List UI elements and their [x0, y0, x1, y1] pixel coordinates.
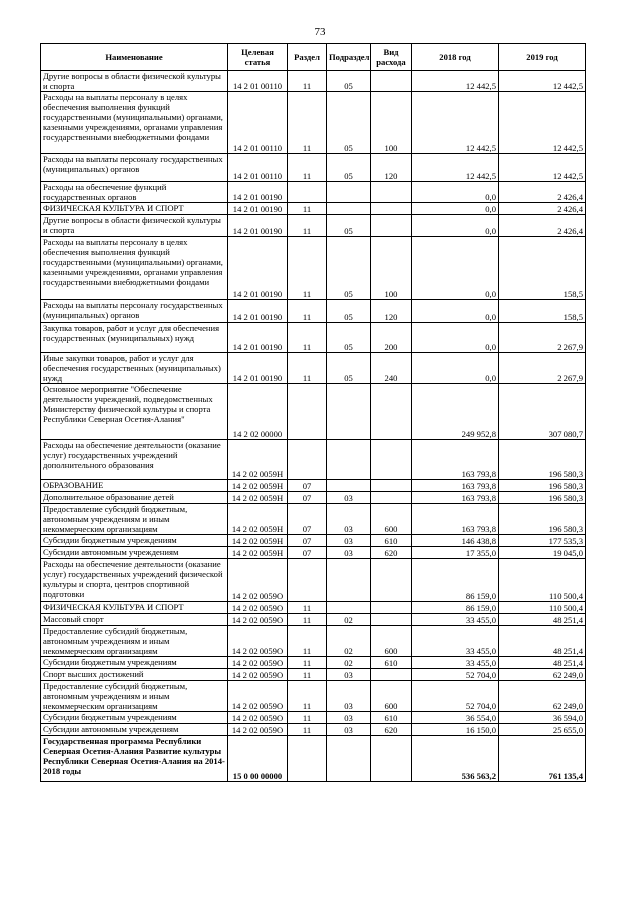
row-amount-2018: 249 952,8 — [412, 384, 499, 440]
table-row — [41, 300, 586, 323]
row-subsection — [327, 602, 371, 614]
row-expense-type: 620 — [371, 724, 412, 736]
row-subsection: 02 — [327, 657, 371, 669]
row-expense-type: 600 — [371, 504, 412, 535]
row-target-article: 14 2 02 0059О — [228, 602, 288, 614]
row-name: Массовый спорт — [41, 614, 228, 626]
table-row — [41, 547, 586, 559]
row-expense-type — [371, 215, 412, 237]
row-subsection: 03 — [327, 535, 371, 547]
row-amount-2018: 17 355,0 — [412, 547, 499, 559]
table-row — [41, 480, 586, 492]
row-target-article: 15 0 00 00000 — [228, 736, 288, 782]
table-row — [41, 669, 586, 681]
row-amount-2018: 0,0 — [412, 182, 499, 203]
table-row — [41, 92, 586, 154]
row-amount-2019: 110 500,4 — [499, 602, 586, 614]
row-expense-type: 100 — [371, 92, 412, 154]
table-row — [41, 71, 586, 92]
row-name: ФИЗИЧЕСКАЯ КУЛЬТУРА И СПОРТ — [41, 203, 228, 215]
row-target-article: 14 2 02 0059Н — [228, 440, 288, 480]
row-amount-2019: 196 580,3 — [499, 480, 586, 492]
row-section: 11 — [288, 203, 327, 215]
row-subsection — [327, 203, 371, 215]
row-amount-2019: 110 500,4 — [499, 559, 586, 602]
row-amount-2019: 48 251,4 — [499, 626, 586, 657]
row-subsection: 03 — [327, 724, 371, 736]
table-row — [41, 535, 586, 547]
row-subsection: 03 — [327, 492, 371, 504]
table-row — [41, 504, 586, 535]
row-expense-type: 120 — [371, 154, 412, 182]
row-subsection: 05 — [327, 237, 371, 300]
row-amount-2018: 36 554,0 — [412, 712, 499, 724]
row-section — [288, 182, 327, 203]
row-subsection: 05 — [327, 71, 371, 92]
row-section — [288, 736, 327, 782]
row-section — [288, 440, 327, 480]
row-expense-type: 610 — [371, 657, 412, 669]
header-row — [41, 44, 586, 71]
row-name: Субсидии автономным учреждениям — [41, 724, 228, 736]
row-amount-2019: 158,5 — [499, 300, 586, 323]
row-subsection: 05 — [327, 323, 371, 353]
row-section: 11 — [288, 669, 327, 681]
row-section: 11 — [288, 215, 327, 237]
row-section: 11 — [288, 712, 327, 724]
header-subsection: Подраздел — [327, 44, 371, 71]
row-expense-type — [371, 440, 412, 480]
row-amount-2019: 2 267,9 — [499, 353, 586, 384]
row-section: 11 — [288, 614, 327, 626]
row-section: 07 — [288, 535, 327, 547]
table-body — [41, 71, 586, 782]
row-name: ФИЗИЧЕСКАЯ КУЛЬТУРА И СПОРТ — [41, 602, 228, 614]
row-target-article: 14 2 02 0059О — [228, 559, 288, 602]
row-expense-type — [371, 736, 412, 782]
row-subsection: 03 — [327, 504, 371, 535]
row-amount-2019: 2 426,4 — [499, 182, 586, 203]
row-amount-2018: 0,0 — [412, 353, 499, 384]
row-amount-2019: 761 135,4 — [499, 736, 586, 782]
row-name: Субсидии бюджетным учреждениям — [41, 535, 228, 547]
row-amount-2018: 12 442,5 — [412, 92, 499, 154]
row-subsection: 05 — [327, 353, 371, 384]
row-target-article: 14 2 02 0059О — [228, 614, 288, 626]
table-row — [41, 626, 586, 657]
row-target-article: 14 2 02 0059О — [228, 657, 288, 669]
row-subsection: 05 — [327, 154, 371, 182]
row-name: Субсидии бюджетным учреждениям — [41, 657, 228, 669]
row-name: Расходы на обеспечение функций государственных органов — [41, 182, 228, 203]
row-section: 11 — [288, 724, 327, 736]
row-amount-2019: 2 426,4 — [499, 215, 586, 237]
row-subsection: 03 — [327, 681, 371, 712]
row-subsection: 02 — [327, 626, 371, 657]
row-target-article: 14 2 02 0059Н — [228, 504, 288, 535]
row-amount-2018: 146 438,8 — [412, 535, 499, 547]
row-name: Субсидии бюджетным учреждениям — [41, 712, 228, 724]
row-name: Дополнительное образование детей — [41, 492, 228, 504]
row-amount-2018: 0,0 — [412, 203, 499, 215]
row-section: 11 — [288, 681, 327, 712]
row-amount-2019: 48 251,4 — [499, 614, 586, 626]
row-subsection — [327, 480, 371, 492]
row-expense-type — [371, 182, 412, 203]
row-amount-2019: 158,5 — [499, 237, 586, 300]
table-row — [41, 492, 586, 504]
row-subsection — [327, 182, 371, 203]
row-amount-2018: 33 455,0 — [412, 614, 499, 626]
row-section — [288, 384, 327, 440]
row-target-article: 14 2 01 00190 — [228, 323, 288, 353]
table-row — [41, 440, 586, 480]
row-target-article: 14 2 01 00110 — [228, 154, 288, 182]
row-amount-2018: 33 455,0 — [412, 626, 499, 657]
row-amount-2018: 0,0 — [412, 300, 499, 323]
row-name: Предоставление субсидий бюджетным, автономным учреждениям и иным некоммерческим организациям — [41, 681, 228, 712]
header-target-article: Целевая статья — [228, 44, 288, 71]
row-target-article: 14 2 01 00190 — [228, 353, 288, 384]
row-target-article: 14 2 02 0059Н — [228, 480, 288, 492]
row-subsection — [327, 736, 371, 782]
row-amount-2019: 25 655,0 — [499, 724, 586, 736]
row-section: 07 — [288, 504, 327, 535]
table-row — [41, 602, 586, 614]
table-row — [41, 182, 586, 203]
row-amount-2018: 33 455,0 — [412, 657, 499, 669]
row-name: Предоставление субсидий бюджетным, автономным учреждениям и иным некоммерческим организациям — [41, 504, 228, 535]
row-section: 11 — [288, 71, 327, 92]
row-section: 11 — [288, 154, 327, 182]
row-expense-type — [371, 559, 412, 602]
row-name: Расходы на выплаты персоналу государственных (муниципальных) органов — [41, 154, 228, 182]
row-subsection: 05 — [327, 92, 371, 154]
row-amount-2018: 52 704,0 — [412, 681, 499, 712]
row-amount-2019: 196 580,3 — [499, 504, 586, 535]
row-section: 07 — [288, 547, 327, 559]
row-section: 11 — [288, 323, 327, 353]
row-expense-type — [371, 492, 412, 504]
row-name: Основное мероприятие "Обеспечение деятельности учреждений, подведомственных Министерству физической культуры и спорта Республики Северная Осетия-Алания" — [41, 384, 228, 440]
row-section: 11 — [288, 300, 327, 323]
row-amount-2018: 0,0 — [412, 215, 499, 237]
row-expense-type: 600 — [371, 681, 412, 712]
row-expense-type — [371, 602, 412, 614]
table-row — [41, 384, 586, 440]
row-section: 11 — [288, 237, 327, 300]
row-subsection: 03 — [327, 547, 371, 559]
table-row — [41, 215, 586, 237]
table-row — [41, 681, 586, 712]
row-amount-2019: 196 580,3 — [499, 440, 586, 480]
row-expense-type — [371, 669, 412, 681]
table-row — [41, 712, 586, 724]
row-expense-type: 240 — [371, 353, 412, 384]
table-row — [41, 614, 586, 626]
table-row — [41, 559, 586, 602]
row-name: Закупка товаров, работ и услуг для обеспечения государственных (муниципальных) нужд — [41, 323, 228, 353]
table-row — [41, 154, 586, 182]
row-target-article: 14 2 02 0059О — [228, 724, 288, 736]
row-section: 11 — [288, 657, 327, 669]
row-section: 11 — [288, 92, 327, 154]
page-number: 73 — [314, 26, 326, 38]
table-row — [41, 203, 586, 215]
table-row — [41, 724, 586, 736]
row-subsection: 03 — [327, 712, 371, 724]
row-name: Спорт высших достижений — [41, 669, 228, 681]
header-2018: 2018 год — [412, 44, 499, 71]
row-amount-2019: 62 249,0 — [499, 669, 586, 681]
row-target-article: 14 2 02 0059О — [228, 626, 288, 657]
row-amount-2019: 307 080,7 — [499, 384, 586, 440]
row-name: Расходы на обеспечение деятельности (оказание услуг) государственных учреждений физической культуры и спорта, центров спортивной подготовки — [41, 559, 228, 602]
row-name: Расходы на обеспечение деятельности (оказание услуг) государственных учреждений дополнительного образования — [41, 440, 228, 480]
row-name: Иные закупки товаров, работ и услуг для обеспечения государственных (муниципальных) нужд — [41, 353, 228, 384]
row-section: 11 — [288, 626, 327, 657]
row-expense-type — [371, 203, 412, 215]
row-amount-2019: 48 251,4 — [499, 657, 586, 669]
row-amount-2019: 12 442,5 — [499, 154, 586, 182]
row-subsection: 05 — [327, 215, 371, 237]
row-section — [288, 559, 327, 602]
row-amount-2019: 36 594,0 — [499, 712, 586, 724]
row-subsection — [327, 384, 371, 440]
row-name: Субсидии автономным учреждениям — [41, 547, 228, 559]
row-target-article: 14 2 01 00110 — [228, 92, 288, 154]
row-amount-2019: 2 426,4 — [499, 203, 586, 215]
table-row — [41, 237, 586, 300]
row-amount-2018: 86 159,0 — [412, 559, 499, 602]
row-expense-type: 600 — [371, 626, 412, 657]
row-amount-2018: 536 563,2 — [412, 736, 499, 782]
row-target-article: 14 2 01 00190 — [228, 237, 288, 300]
row-section: 07 — [288, 492, 327, 504]
header-section: Раздел — [288, 44, 327, 71]
row-target-article: 14 2 01 00190 — [228, 300, 288, 323]
row-subsection: 03 — [327, 669, 371, 681]
row-target-article: 14 2 02 00000 — [228, 384, 288, 440]
row-expense-type — [371, 614, 412, 626]
row-subsection — [327, 440, 371, 480]
row-section: 11 — [288, 353, 327, 384]
row-amount-2019: 12 442,5 — [499, 92, 586, 154]
row-target-article: 14 2 02 0059О — [228, 712, 288, 724]
row-target-article: 14 2 02 0059О — [228, 669, 288, 681]
row-subsection — [327, 559, 371, 602]
row-name: Другие вопросы в области физической культуры и спорта — [41, 215, 228, 237]
row-expense-type: 200 — [371, 323, 412, 353]
header-expense-type: Вид расхода — [371, 44, 412, 71]
row-name: Расходы на выплаты персоналу в целях обеспечения выполнения функций государственными (муниципальными) органами, казенными учреждениями, органами управления государственными внебюджетными фондами — [41, 237, 228, 300]
row-target-article: 14 2 02 0059О — [228, 681, 288, 712]
row-target-article: 14 2 02 0059Н — [228, 547, 288, 559]
row-amount-2018: 0,0 — [412, 323, 499, 353]
row-name: ОБРАЗОВАНИЕ — [41, 480, 228, 492]
row-target-article: 14 2 01 00190 — [228, 203, 288, 215]
row-amount-2018: 52 704,0 — [412, 669, 499, 681]
row-expense-type: 620 — [371, 547, 412, 559]
row-expense-type — [371, 480, 412, 492]
row-expense-type — [371, 71, 412, 92]
row-subsection: 02 — [327, 614, 371, 626]
row-name: Государственная программа Республики Северная Осетия-Алания Развитие культуры Республики Северная Осетия-Алания на 2014-2018 годы — [41, 736, 228, 782]
table-row — [41, 657, 586, 669]
row-target-article: 14 2 02 0059Н — [228, 535, 288, 547]
row-amount-2018: 163 793,8 — [412, 504, 499, 535]
row-target-article: 14 2 01 00110 — [228, 71, 288, 92]
header-2019: 2019 год — [499, 44, 586, 71]
table-row — [41, 323, 586, 353]
budget-table — [40, 43, 586, 782]
row-amount-2018: 163 793,8 — [412, 492, 499, 504]
row-target-article: 14 2 01 00190 — [228, 182, 288, 203]
table-row — [41, 353, 586, 384]
row-amount-2018: 12 442,5 — [412, 71, 499, 92]
row-amount-2018: 16 150,0 — [412, 724, 499, 736]
row-amount-2018: 12 442,5 — [412, 154, 499, 182]
row-amount-2019: 62 249,0 — [499, 681, 586, 712]
row-amount-2019: 2 267,9 — [499, 323, 586, 353]
row-name: Предоставление субсидий бюджетным, автономным учреждениям и иным некоммерческим организациям — [41, 626, 228, 657]
row-amount-2018: 163 793,8 — [412, 440, 499, 480]
row-name: Расходы на выплаты персоналу государственных (муниципальных) органов — [41, 300, 228, 323]
row-amount-2019: 196 580,3 — [499, 492, 586, 504]
row-expense-type: 610 — [371, 712, 412, 724]
row-target-article: 14 2 02 0059Н — [228, 492, 288, 504]
row-expense-type: 120 — [371, 300, 412, 323]
row-section: 07 — [288, 480, 327, 492]
row-expense-type: 100 — [371, 237, 412, 300]
row-section: 11 — [288, 602, 327, 614]
row-name: Расходы на выплаты персоналу в целях обеспечения выполнения функций государственными (муниципальными) органами, казенными учреждениями, органами управления государственными внебюджетными фондами — [41, 92, 228, 154]
row-amount-2018: 86 159,0 — [412, 602, 499, 614]
row-amount-2018: 0,0 — [412, 237, 499, 300]
row-amount-2019: 177 535,3 — [499, 535, 586, 547]
row-amount-2019: 12 442,5 — [499, 71, 586, 92]
row-target-article: 14 2 01 00190 — [228, 215, 288, 237]
row-name: Другие вопросы в области физической культуры и спорта — [41, 71, 228, 92]
row-expense-type: 610 — [371, 535, 412, 547]
row-amount-2019: 19 045,0 — [499, 547, 586, 559]
header-name: Наименование — [41, 44, 228, 71]
row-amount-2018: 163 793,8 — [412, 480, 499, 492]
row-expense-type — [371, 384, 412, 440]
table-row — [41, 736, 586, 782]
row-subsection: 05 — [327, 300, 371, 323]
